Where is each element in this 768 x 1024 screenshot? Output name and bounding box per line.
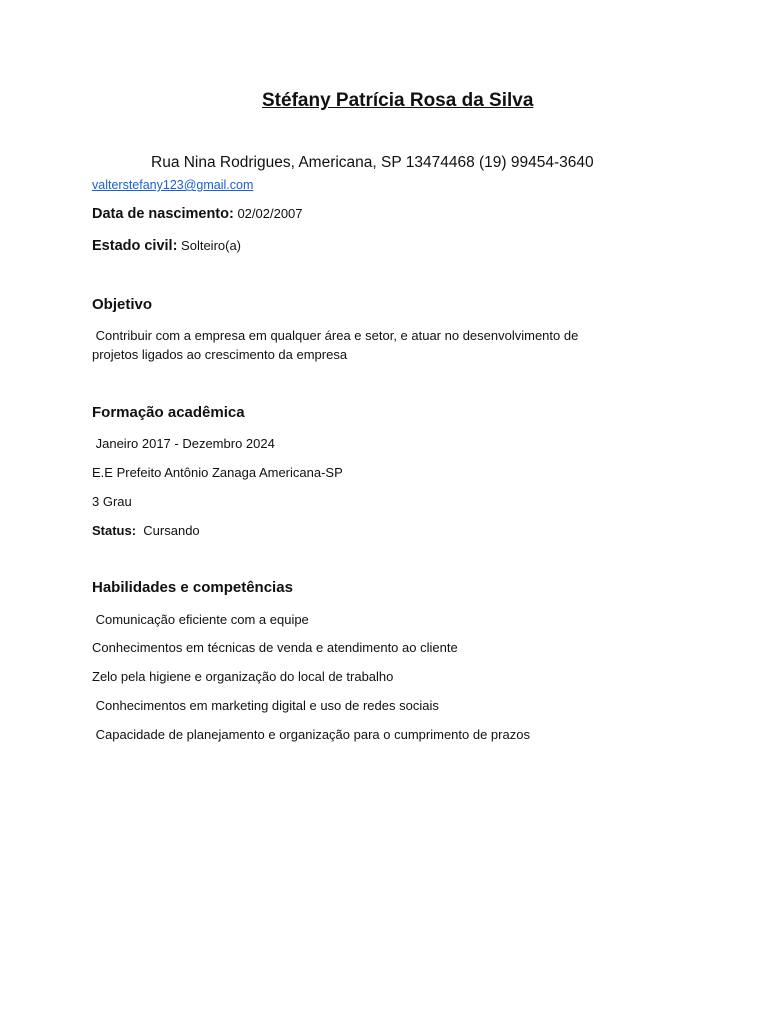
skills-heading: Habilidades e competências <box>92 579 293 596</box>
education-status-row <box>92 523 200 539</box>
civil-status-value: Solteiro(a) <box>181 238 242 253</box>
objective-text-line1: Contribuir com a empresa em qualquer área e setor, e atuar no desenvolvimento de <box>92 328 579 343</box>
education-grade: 3 Grau <box>92 494 132 509</box>
skill-item: Zelo pela higiene e organização do local de trabalho <box>92 669 394 684</box>
education-status-value: Cursando <box>143 523 200 538</box>
civil-status-label: Estado civil: <box>92 238 178 254</box>
education-heading: Formação acadêmica <box>92 404 245 421</box>
address-line: Rua Nina Rodrigues, Americana, SP 13474468 (19) 99454-3640 <box>151 154 594 171</box>
skill-item: Capacidade de planejamento e organização para o cumprimento de prazos <box>92 727 530 742</box>
birth-date-label: Data de nascimento: <box>92 206 234 222</box>
skill-item: Conhecimentos em técnicas de venda e atendimento ao cliente <box>92 640 458 655</box>
education-status-label: Status: <box>92 523 137 538</box>
birth-date-row <box>92 206 303 222</box>
skill-item: Comunicação eficiente com a equipe <box>92 612 309 627</box>
objective-text-line2: projetos ligados ao crescimento da empresa <box>92 347 348 362</box>
education-period: Janeiro 2017 - Dezembro 2024 <box>92 436 275 451</box>
objective-heading: Objetivo <box>92 296 153 313</box>
email-link[interactable]: valterstefany123@gmail.com <box>92 178 254 192</box>
birth-date-value: 02/02/2007 <box>237 206 303 221</box>
resume-name: Stéfany Patrícia Rosa da Silva <box>262 90 534 111</box>
civil-status-row <box>92 238 241 254</box>
education-school: E.E Prefeito Antônio Zanaga Americana-SP <box>92 465 343 480</box>
skill-item: Conhecimentos em marketing digital e uso de redes sociais <box>92 698 439 713</box>
